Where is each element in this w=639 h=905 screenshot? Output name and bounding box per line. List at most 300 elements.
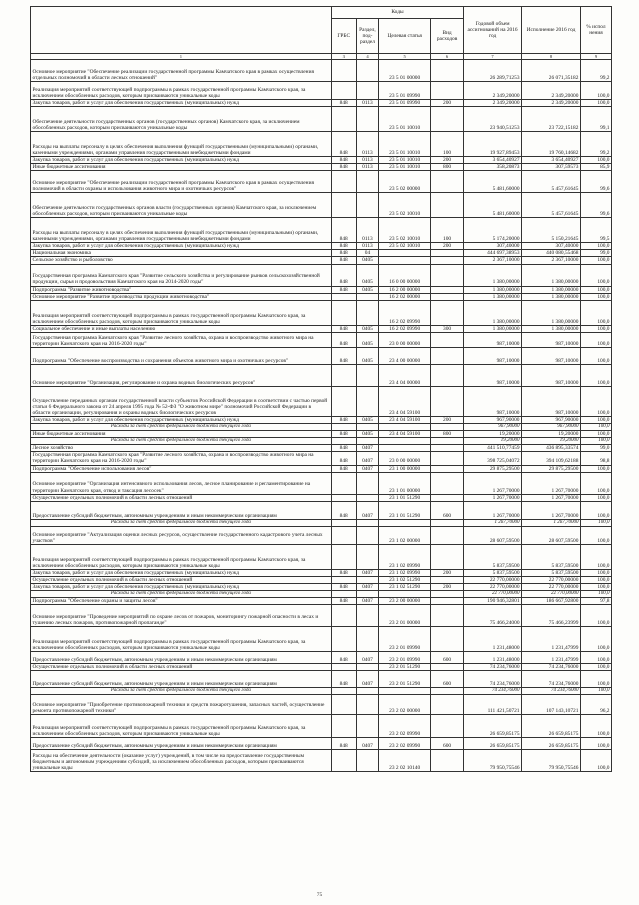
row-razdel — [356, 171, 379, 193]
row-plan-amount: 74 234,76000 — [464, 688, 522, 695]
row-exec-percent: 100,0 — [580, 100, 611, 107]
row-plan-amount: 1 267,70000 — [464, 519, 522, 526]
row-exec-amount: 26 659,85175 — [522, 715, 581, 738]
row-razdel — [356, 605, 379, 627]
row-description: Иные бюджетные ассигнования — [31, 164, 332, 171]
row-target-article: 23 5 01 00000 — [379, 60, 431, 82]
row-description: Осуществление отдельных полномочий в области лесных отношений — [31, 494, 332, 501]
row-expense-type — [431, 193, 464, 218]
row-razdel: 0113 — [356, 218, 379, 243]
row-exec-percent: 100,0 — [580, 257, 611, 264]
row-target-article: 16 2 02 09990 — [379, 300, 431, 325]
row-razdel — [356, 364, 379, 386]
row-expense-type — [431, 664, 464, 671]
table-row — [31, 431, 612, 438]
header-description — [31, 7, 332, 54]
row-target-article: 23 5 01 10010 — [379, 164, 431, 171]
table-row — [31, 627, 612, 652]
row-target-article — [379, 438, 431, 445]
row-expense-type: 300 — [431, 325, 464, 332]
row-expense-type: 100 — [431, 218, 464, 243]
row-target-article: 23 5 01 09990 — [379, 82, 431, 100]
column-number: 9 — [580, 54, 611, 60]
table-row — [31, 293, 612, 300]
row-description: Обеспечение деятельности государственных органов (государственных органов) Камчатского края, за исключением обособленных расходов, которым присваиваются уникальные коды — [31, 107, 332, 132]
table-header — [31, 7, 612, 60]
row-expense-type — [431, 715, 464, 738]
table-row — [31, 300, 612, 325]
table-row — [31, 544, 612, 569]
row-expense-type — [431, 286, 464, 293]
row-plan-amount: 2 349,20000 — [464, 82, 522, 100]
row-exec-amount: 2 367,10000 — [522, 257, 581, 264]
row-exec-percent: 85,9 — [580, 164, 611, 171]
table-row — [31, 132, 612, 157]
row-razdel — [356, 695, 379, 715]
row-grbs — [331, 386, 356, 416]
row-exec-amount: 19,20000 — [522, 431, 581, 438]
table-row — [31, 171, 612, 193]
row-exec-percent: 100,0 — [580, 591, 611, 598]
table-row — [31, 193, 612, 218]
row-plan-amount: 444 697,38953 — [464, 250, 522, 257]
row-plan-amount: 1 267,70000 — [464, 494, 522, 501]
table-row — [31, 664, 612, 671]
row-exec-amount: 1 267,70000 — [522, 519, 581, 526]
row-exec-amount: 1 231,47999 — [522, 652, 581, 664]
row-description: Расходы за счет средств федерального бюджета текущего года — [31, 423, 332, 430]
row-razdel: 0405 — [356, 286, 379, 293]
row-grbs: 848 — [331, 257, 356, 264]
row-razdel — [356, 544, 379, 569]
row-expense-type — [431, 695, 464, 715]
row-exec-amount: 19 760,14682 — [522, 132, 581, 157]
row-target-article: 23 1 02 00000 — [379, 526, 431, 544]
row-description: Расходы за счет средств федерального бюджета текущего года — [31, 591, 332, 598]
column-number: 6 — [431, 54, 464, 60]
row-plan-amount: 75 466,24000 — [464, 605, 522, 627]
row-description: Закупка товаров, работ и услуг для обеспечения государственных (муниципальных) нужд — [31, 569, 332, 576]
row-exec-amount: 307,59573 — [522, 164, 581, 171]
row-target-article: 23 5 02 10010 — [379, 193, 431, 218]
row-exec-amount: 22 770,00000 — [522, 591, 581, 598]
row-exec-percent: 100,0 — [580, 243, 611, 250]
row-expense-type — [431, 526, 464, 544]
row-description: Реализация мероприятий соответствующей подпрограммы в рамках государственной программы Камчатского края, за исключением обособленных расходов, которым присваиваются уникальные коды — [31, 627, 332, 652]
row-exec-amount: 28 607,59500 — [522, 526, 581, 544]
column-number: 3 — [331, 54, 356, 60]
row-target-article: 23 4 04 59100 — [379, 386, 431, 416]
row-grbs: 848 — [331, 452, 356, 465]
row-exec-amount: 1 231,47999 — [522, 627, 581, 652]
row-plan-amount: 1 380,00000 — [464, 293, 522, 300]
row-exec-amount: 5 457,61645 — [522, 193, 581, 218]
row-plan-amount: 22 770,00000 — [464, 583, 522, 590]
column-number: 1 — [31, 54, 332, 60]
row-exec-percent: 100,0 — [580, 416, 611, 423]
row-exec-percent: 100,0 — [580, 364, 611, 386]
row-expense-type: 600 — [431, 671, 464, 688]
row-exec-percent: 100,0 — [580, 293, 611, 300]
row-grbs — [331, 438, 356, 445]
row-exec-percent: 99,6 — [580, 171, 611, 193]
row-target-article: 23 4 04 00000 — [379, 364, 431, 386]
table-row — [31, 598, 612, 605]
row-target-article: 23 1 02 09990 — [379, 569, 431, 576]
row-plan-amount: 5 481,60000 — [464, 193, 522, 218]
row-razdel: 0407 — [356, 465, 379, 472]
row-target-article: 23 2 01 09990 — [379, 627, 431, 652]
row-plan-amount: 307,40000 — [464, 243, 522, 250]
row-description: Социальное обеспечение и иные выплаты населению — [31, 325, 332, 332]
row-razdel: 0113 — [356, 243, 379, 250]
row-expense-type — [431, 82, 464, 100]
row-expense-type — [431, 332, 464, 347]
row-grbs: 848 — [331, 250, 356, 257]
column-number: 4 — [356, 54, 379, 60]
row-expense-type — [431, 605, 464, 627]
row-description: Государственная программа Камчатского края "Развитие сельского хозяйства и регулирование рынков сельскохозяйственной продукции, сырья и продовольствия Камчатского края на 2014-2020 годы" — [31, 264, 332, 286]
row-description: Расходы на обеспечение деятельности (оказание услуг) учреждений, в том числе на предоставление государственным бюджетным и автономным учреждениям субсидий, за исключением обособленных расходов, которым присваиваются уникальные коды — [31, 750, 332, 772]
row-exec-percent: 99,6 — [580, 193, 611, 218]
row-razdel — [356, 107, 379, 132]
row-grbs — [331, 107, 356, 132]
table-row — [31, 386, 612, 416]
row-expense-type — [431, 472, 464, 494]
row-target-article — [379, 257, 431, 264]
row-exec-amount: 987,10000 — [522, 364, 581, 386]
row-plan-amount: 1 380,00000 — [464, 286, 522, 293]
row-exec-amount: 2 349,20000 — [522, 82, 581, 100]
row-plan-amount: 358,20873 — [464, 164, 522, 171]
row-target-article — [379, 591, 431, 598]
row-target-article: 23 4 04 59100 — [379, 431, 431, 438]
row-expense-type — [431, 293, 464, 300]
table-row — [31, 465, 612, 472]
row-plan-amount: 26 659,85175 — [464, 715, 522, 738]
row-description: Реализация мероприятий соответствующей подпрограммы в рамках государственной программы Камчатского края, за исключением обособленных расходов, которым присваиваются уникальные коды — [31, 82, 332, 100]
row-plan-amount: 79 950,75546 — [464, 750, 522, 772]
row-description: Подпрограмма "Развитие животноводства" — [31, 286, 332, 293]
table-row — [31, 591, 612, 598]
row-expense-type — [431, 591, 464, 598]
row-plan-amount: 441 510,77459 — [464, 445, 522, 452]
row-exec-amount: 75 466,23999 — [522, 605, 581, 627]
row-grbs — [331, 591, 356, 598]
row-grbs — [331, 544, 356, 569]
row-exec-percent: 99,5 — [580, 218, 611, 243]
row-exec-amount: 74 234,76000 — [522, 671, 581, 688]
row-plan-amount: 2 349,20000 — [464, 100, 522, 107]
row-exec-percent: 100,0 — [580, 465, 611, 472]
row-razdel: 0113 — [356, 157, 379, 164]
row-grbs: 848 — [331, 465, 356, 472]
row-expense-type: 600 — [431, 501, 464, 519]
row-plan-amount: 26 289,71253 — [464, 60, 522, 82]
row-plan-amount: 190 946,32801 — [464, 598, 522, 605]
row-grbs: 848 — [331, 501, 356, 519]
row-exec-percent: 100,0 — [580, 715, 611, 738]
row-razdel: 0407 — [356, 445, 379, 452]
row-exec-percent: 100,0 — [580, 583, 611, 590]
header-razdel: Раздел, под-раздел — [356, 19, 379, 54]
row-target-article: 16 0 00 00000 — [379, 264, 431, 286]
row-description: Основное мероприятие "Приобретение противопожарной техники и средств пожаротушения, запасных частей, осуществление ремонта противопожарной техники" — [31, 695, 332, 715]
table-row — [31, 157, 612, 164]
row-grbs: 848 — [331, 132, 356, 157]
row-expense-type — [431, 364, 464, 386]
row-target-article — [379, 688, 431, 695]
row-expense-type — [431, 257, 464, 264]
row-target-article: 23 1 01 51290 — [379, 494, 431, 501]
row-exec-amount: 1 380,00000 — [522, 300, 581, 325]
row-expense-type — [431, 250, 464, 257]
row-description: Реализация мероприятий соответствующей подпрограммы в рамках государственной программы Камчатского края, за исключением обособленных расходов, которым присваиваются уникальные коды — [31, 715, 332, 738]
row-exec-percent: 99,0 — [580, 445, 611, 452]
row-exec-amount: 26 659,85175 — [522, 738, 581, 750]
row-razdel — [356, 526, 379, 544]
row-grbs — [331, 423, 356, 430]
row-target-article: 16 2 02 09990 — [379, 325, 431, 332]
row-exec-percent: 100,0 — [580, 544, 611, 569]
row-description: Лесное хозяйство — [31, 445, 332, 452]
row-plan-amount: 987,10000 — [464, 347, 522, 364]
row-description: Расходы за счет средств федерального бюджета текущего года — [31, 438, 332, 445]
row-grbs: 848 — [331, 652, 356, 664]
row-razdel — [356, 438, 379, 445]
table-row — [31, 107, 612, 132]
row-exec-amount: 1 380,00000 — [522, 293, 581, 300]
row-plan-amount: 28 607,59500 — [464, 526, 522, 544]
row-razdel — [356, 293, 379, 300]
table-row — [31, 264, 612, 286]
table-row — [31, 576, 612, 583]
row-razdel — [356, 664, 379, 671]
row-plan-amount: 22 770,00000 — [464, 576, 522, 583]
table-row — [31, 583, 612, 590]
row-razdel — [356, 82, 379, 100]
row-description: Государственная программа Камчатского края "Развитие лесного хозяйства, охрана и воспроизводство животного мира на территории Камчатского края на 2016-2020 годы" — [31, 452, 332, 465]
row-razdel: 0405 — [356, 264, 379, 286]
row-exec-amount: 22 770,00000 — [522, 583, 581, 590]
row-grbs: 848 — [331, 332, 356, 347]
row-plan-amount: 987,10000 — [464, 332, 522, 347]
row-grbs — [331, 688, 356, 695]
row-exec-amount: 5 150,21645 — [522, 218, 581, 243]
row-razdel: 0407 — [356, 569, 379, 576]
table-row — [31, 364, 612, 386]
row-exec-amount: 987,10000 — [522, 386, 581, 416]
row-description: Основное мероприятие "Организация интенсивного использования лесов, лесное планирование и регламентирование на территории Камчатского края, отвод и таксация лесосек" — [31, 472, 332, 494]
row-expense-type: 200 — [431, 157, 464, 164]
table-row — [31, 671, 612, 688]
header-exec: Исполнение 2016 год — [522, 7, 581, 54]
row-expense-type: 200 — [431, 243, 464, 250]
row-razdel — [356, 715, 379, 738]
row-target-article: 23 5 01 10010 — [379, 132, 431, 157]
row-description: Реализация мероприятий соответствующей подпрограммы в рамках государственной программы Камчатского края, за исключением обособленных расходов, которым присваиваются уникальные коды — [31, 544, 332, 569]
row-grbs: 848 — [331, 598, 356, 605]
row-target-article: 23 1 00 00000 — [379, 465, 431, 472]
row-description: Закупка товаров, работ и услуг для обеспечения государственных (муниципальных) нужд — [31, 100, 332, 107]
column-number: 5 — [379, 54, 431, 60]
row-plan-amount: 19 927,89453 — [464, 132, 522, 157]
row-plan-amount: 987,10000 — [464, 386, 522, 416]
row-razdel: 0407 — [356, 738, 379, 750]
row-grbs: 848 — [331, 671, 356, 688]
row-exec-amount: 22 770,00000 — [522, 576, 581, 583]
table-row — [31, 526, 612, 544]
row-plan-amount: 1 380,00000 — [464, 300, 522, 325]
row-plan-amount: 19,20000 — [464, 438, 522, 445]
row-plan-amount: 3 654,40927 — [464, 157, 522, 164]
row-exec-percent: 100,0 — [580, 472, 611, 494]
row-exec-amount: 1 380,00000 — [522, 286, 581, 293]
row-description: Государственная программа Камчатского края "Развитие лесного хозяйства, охрана и воспроизводство животного мира на территории Камчатского края на 2016-2020 годы" — [31, 332, 332, 347]
row-target-article: 23 2 02 00000 — [379, 695, 431, 715]
row-grbs: 848 — [331, 583, 356, 590]
row-target-article: 23 0 00 00000 — [379, 332, 431, 347]
row-razdel — [356, 423, 379, 430]
row-exec-percent: 100,0 — [580, 438, 611, 445]
row-razdel — [356, 472, 379, 494]
row-exec-amount: 19,20000 — [522, 438, 581, 445]
row-razdel: 0405 — [356, 347, 379, 364]
row-expense-type: 800 — [431, 164, 464, 171]
row-grbs: 848 — [331, 264, 356, 286]
row-grbs — [331, 293, 356, 300]
row-description: Предоставление субсидий бюджетным, автономным учреждениям и иным некоммерческим организациям — [31, 501, 332, 519]
row-exec-amount: 23 722,15182 — [522, 107, 581, 132]
row-razdel: 0405 — [356, 325, 379, 332]
row-plan-amount: 26 659,85175 — [464, 738, 522, 750]
table-row — [31, 257, 612, 264]
row-target-article: 23 2 00 00000 — [379, 598, 431, 605]
row-razdel: 0405 — [356, 332, 379, 347]
row-grbs — [331, 193, 356, 218]
table-row — [31, 494, 612, 501]
row-razdel — [356, 688, 379, 695]
row-exec-amount: 5 837,59500 — [522, 544, 581, 569]
row-exec-amount: 29 875,29500 — [522, 465, 581, 472]
table-row — [31, 695, 612, 715]
row-target-article: 23 1 02 09990 — [379, 544, 431, 569]
row-exec-amount: 967,90000 — [522, 423, 581, 430]
row-description: Основное мероприятие "Актуализация оценки лесных ресурсов, осуществление государственного кадастрового учета лесных участков" — [31, 526, 332, 544]
row-razdel — [356, 576, 379, 583]
row-grbs — [331, 576, 356, 583]
row-expense-type — [431, 452, 464, 465]
header-plan: Годовой объем ассигнований на 2016 год — [464, 7, 522, 54]
row-target-article: 16 2 02 00000 — [379, 293, 431, 300]
row-expense-type — [431, 494, 464, 501]
row-grbs: 848 — [331, 157, 356, 164]
row-exec-percent: 100,0 — [580, 519, 611, 526]
row-razdel: 0407 — [356, 501, 379, 519]
row-plan-amount: 22 770,00000 — [464, 591, 522, 598]
row-exec-amount: 79 950,75546 — [522, 750, 581, 772]
row-exec-amount: 436 895,33574 — [522, 445, 581, 452]
row-exec-amount: 5 457,61645 — [522, 171, 581, 193]
row-razdel — [356, 750, 379, 772]
row-exec-percent: 100,0 — [580, 386, 611, 416]
row-exec-amount: 74 234,76000 — [522, 688, 581, 695]
row-expense-type: 600 — [431, 738, 464, 750]
row-exec-percent: 100,0 — [580, 325, 611, 332]
row-plan-amount: 23 940,51253 — [464, 107, 522, 132]
row-plan-amount: 1 267,70000 — [464, 501, 522, 519]
row-plan-amount: 5 837,59500 — [464, 544, 522, 569]
row-plan-amount: 29 875,29500 — [464, 465, 522, 472]
row-exec-percent: 100,0 — [580, 671, 611, 688]
row-exec-amount: 186 667,92800 — [522, 598, 581, 605]
row-description: Основное мероприятие "Обеспечение реализации государственной программы Камчатского края в рамках осуществления полномочий в области охраны и использования животного мира и охотничьих ресурсов" — [31, 171, 332, 193]
row-exec-amount: 967,90000 — [522, 416, 581, 423]
row-grbs: 848 — [331, 243, 356, 250]
row-grbs — [331, 364, 356, 386]
row-description: Расходы за счет средств федерального бюджета текущего года — [31, 688, 332, 695]
row-plan-amount: 19,20000 — [464, 431, 522, 438]
row-target-article: 23 2 01 00000 — [379, 605, 431, 627]
row-expense-type — [431, 264, 464, 286]
header-expense-type: Вид расходов — [431, 19, 464, 54]
row-exec-percent: 100,0 — [580, 423, 611, 430]
table-row — [31, 218, 612, 243]
table-row — [31, 472, 612, 494]
row-exec-amount: 1 267,70000 — [522, 494, 581, 501]
row-exec-percent: 100,0 — [580, 501, 611, 519]
row-razdel: 0113 — [356, 100, 379, 107]
row-grbs: 848 — [331, 445, 356, 452]
row-target-article: 23 5 01 10010 — [379, 107, 431, 132]
page-number: 75 — [316, 892, 323, 898]
row-description: Предоставление субсидий бюджетным, автономным учреждениям и иным некоммерческим организациям — [31, 671, 332, 688]
row-plan-amount: 967,90000 — [464, 423, 522, 430]
row-description: Подпрограмма "Обеспечение использования лесов" — [31, 465, 332, 472]
row-grbs: 848 — [331, 164, 356, 171]
table-row — [31, 738, 612, 750]
row-expense-type — [431, 519, 464, 526]
row-exec-percent: 97,8 — [580, 598, 611, 605]
row-exec-percent: 100,0 — [580, 431, 611, 438]
row-grbs — [331, 171, 356, 193]
row-description: Сельское хозяйство и рыболовство — [31, 257, 332, 264]
table-row — [31, 438, 612, 445]
row-exec-amount: 394 109,62188 — [522, 452, 581, 465]
header-codes: Коды — [331, 7, 463, 19]
row-description: Обеспечение деятельности государственных органов власти (государственных органов) Камчатского края, за исключением обособленных расходов, которым присваиваются уникальные коды — [31, 193, 332, 218]
row-razdel: 0405 — [356, 416, 379, 423]
row-grbs: 848 — [331, 286, 356, 293]
row-expense-type: 200 — [431, 569, 464, 576]
row-expense-type: 800 — [431, 431, 464, 438]
row-expense-type: 200 — [431, 100, 464, 107]
row-exec-amount: 74 234,76000 — [522, 664, 581, 671]
row-plan-amount: 1 380,00000 — [464, 325, 522, 332]
row-grbs — [331, 715, 356, 738]
row-razdel — [356, 519, 379, 526]
row-description: Закупка товаров, работ и услуг для обеспечения государственных (муниципальных) нужд — [31, 243, 332, 250]
budget-table — [30, 6, 612, 772]
row-target-article — [379, 423, 431, 430]
row-exec-percent: 99,1 — [580, 107, 611, 132]
row-plan-amount: 2 367,10000 — [464, 257, 522, 264]
row-exec-amount: 307,40000 — [522, 243, 581, 250]
row-exec-percent: 99,2 — [580, 132, 611, 157]
row-description: Предоставление субсидий бюджетным, автономным учреждениям и иным некоммерческим организациям — [31, 652, 332, 664]
table-row — [31, 243, 612, 250]
row-grbs — [331, 605, 356, 627]
